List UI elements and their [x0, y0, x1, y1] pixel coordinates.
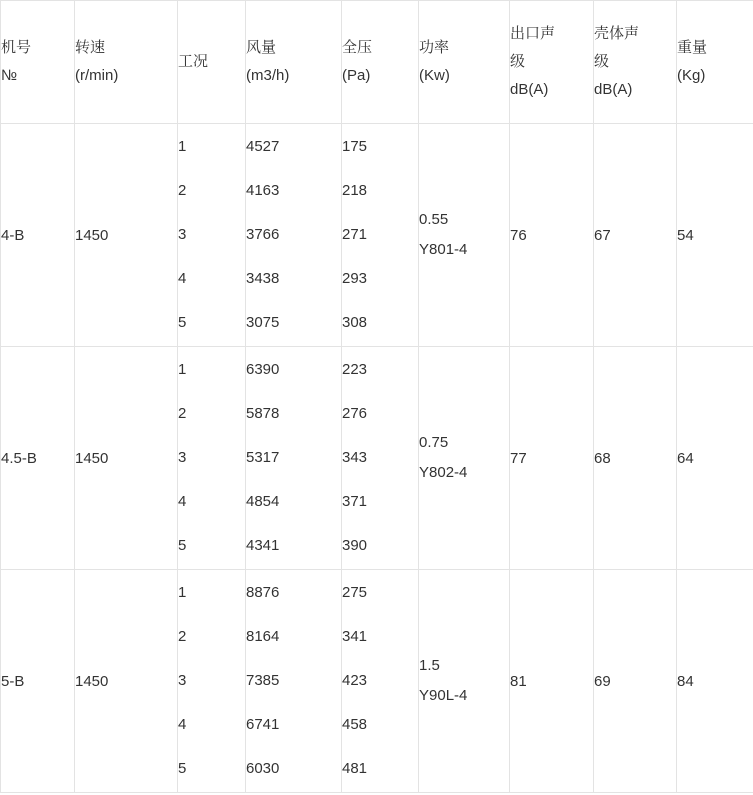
cell-pressure-list [342, 124, 419, 347]
airflow-value: 6390 [246, 361, 280, 378]
header-speed-line1: 转速 [75, 39, 106, 56]
header-pressure-line2: (Pa) [342, 67, 371, 84]
table-row [1, 347, 753, 570]
header-condition-line1: 工况 [178, 53, 209, 70]
power-kw-value: 0.75 [419, 434, 449, 451]
header-weight-line2: (Kg) [677, 67, 706, 84]
airflow-value: 8876 [246, 584, 280, 601]
cell-pressure-list [342, 347, 419, 570]
airflow-value: 8164 [246, 628, 280, 645]
header-model-line1: 机号 [1, 39, 32, 56]
header-model-line2: № [1, 67, 18, 84]
airflow-value: 4341 [246, 537, 280, 554]
header-airflow-line2: (m3/h) [246, 67, 290, 84]
airflow-value: 4527 [246, 138, 280, 155]
condition-value: 2 [178, 628, 187, 645]
cell-weight: 54 [677, 124, 753, 347]
cell-condition-list [178, 124, 246, 347]
header-speed [75, 1, 178, 124]
cell-model: 5-B [1, 570, 75, 793]
cell-outlet-noise: 76 [510, 124, 594, 347]
header-pressure-line1: 全压 [342, 39, 373, 56]
cell-model: 4-B [1, 124, 75, 347]
header-outlet-noise-line2: 级 [510, 53, 526, 70]
cell-condition-list [178, 570, 246, 793]
condition-value: 2 [178, 182, 187, 199]
pressure-value: 341 [342, 628, 368, 645]
cell-weight: 64 [677, 347, 753, 570]
pressure-value: 371 [342, 493, 368, 510]
cell-model: 4.5-B [1, 347, 75, 570]
pressure-value: 308 [342, 314, 368, 331]
airflow-value: 5317 [246, 449, 280, 466]
condition-value: 4 [178, 716, 187, 733]
condition-value: 1 [178, 361, 187, 378]
condition-value: 5 [178, 537, 187, 554]
cell-speed: 1450 [75, 124, 178, 347]
condition-value: 5 [178, 760, 187, 777]
power-motor-value: Y90L-4 [419, 687, 468, 704]
pressure-value: 175 [342, 138, 368, 155]
condition-value: 5 [178, 314, 187, 331]
cell-outlet-noise: 77 [510, 347, 594, 570]
header-outlet-noise [510, 1, 594, 124]
condition-value: 3 [178, 672, 187, 689]
header-casing-noise-line3: dB(A) [594, 81, 633, 98]
condition-value: 2 [178, 405, 187, 422]
cell-weight: 84 [677, 570, 753, 793]
power-motor-value: Y801-4 [419, 241, 468, 258]
header-casing-noise-line1: 壳体声 [594, 25, 640, 42]
header-weight-line1: 重量 [677, 39, 708, 56]
header-weight [677, 1, 753, 124]
header-speed-line2: (r/min) [75, 67, 119, 84]
table-header [1, 1, 753, 124]
pressure-value: 293 [342, 270, 368, 287]
airflow-value: 4854 [246, 493, 280, 510]
pressure-value: 218 [342, 182, 368, 199]
power-motor-value: Y802-4 [419, 464, 468, 481]
pressure-value: 481 [342, 760, 368, 777]
pressure-value: 458 [342, 716, 368, 733]
cell-power [419, 124, 510, 347]
cell-power [419, 570, 510, 793]
table-row [1, 124, 753, 347]
cell-casing-noise: 69 [594, 570, 677, 793]
power-kw-value: 0.55 [419, 211, 449, 228]
header-casing-noise [594, 1, 677, 124]
airflow-value: 6030 [246, 760, 280, 777]
condition-value: 3 [178, 226, 187, 243]
airflow-value: 5878 [246, 405, 280, 422]
cell-airflow-list [246, 124, 342, 347]
cell-airflow-list [246, 347, 342, 570]
airflow-value: 4163 [246, 182, 280, 199]
airflow-value: 3766 [246, 226, 280, 243]
condition-value: 4 [178, 270, 187, 287]
airflow-value: 7385 [246, 672, 280, 689]
header-power [419, 1, 510, 124]
header-outlet-noise-line1: 出口声 [510, 25, 556, 42]
pressure-value: 271 [342, 226, 368, 243]
header-airflow [246, 1, 342, 124]
header-model [1, 1, 75, 124]
condition-value: 3 [178, 449, 187, 466]
pressure-value: 390 [342, 537, 368, 554]
airflow-value: 3075 [246, 314, 280, 331]
pressure-value: 423 [342, 672, 368, 689]
header-condition [178, 1, 246, 124]
airflow-value: 6741 [246, 716, 280, 733]
table-body [1, 124, 753, 793]
header-row [1, 1, 753, 124]
cell-casing-noise: 67 [594, 124, 677, 347]
cell-power [419, 347, 510, 570]
cell-casing-noise: 68 [594, 347, 677, 570]
pressure-value: 275 [342, 584, 368, 601]
power-kw-value: 1.5 [419, 657, 440, 674]
cell-outlet-noise: 81 [510, 570, 594, 793]
condition-value: 4 [178, 493, 187, 510]
cell-airflow-list [246, 570, 342, 793]
header-airflow-line1: 风量 [246, 39, 277, 56]
table-row [1, 570, 753, 793]
header-power-line2: (Kw) [419, 67, 450, 84]
cell-speed: 1450 [75, 570, 178, 793]
pressure-value: 276 [342, 405, 368, 422]
pressure-value: 343 [342, 449, 368, 466]
condition-value: 1 [178, 138, 187, 155]
pressure-value: 223 [342, 361, 368, 378]
header-pressure [342, 1, 419, 124]
cell-condition-list [178, 347, 246, 570]
condition-value: 1 [178, 584, 187, 601]
airflow-value: 3438 [246, 270, 280, 287]
header-power-line1: 功率 [419, 39, 450, 56]
cell-speed: 1450 [75, 347, 178, 570]
cell-pressure-list [342, 570, 419, 793]
header-casing-noise-line2: 级 [594, 53, 610, 70]
header-outlet-noise-line3: dB(A) [510, 81, 549, 98]
